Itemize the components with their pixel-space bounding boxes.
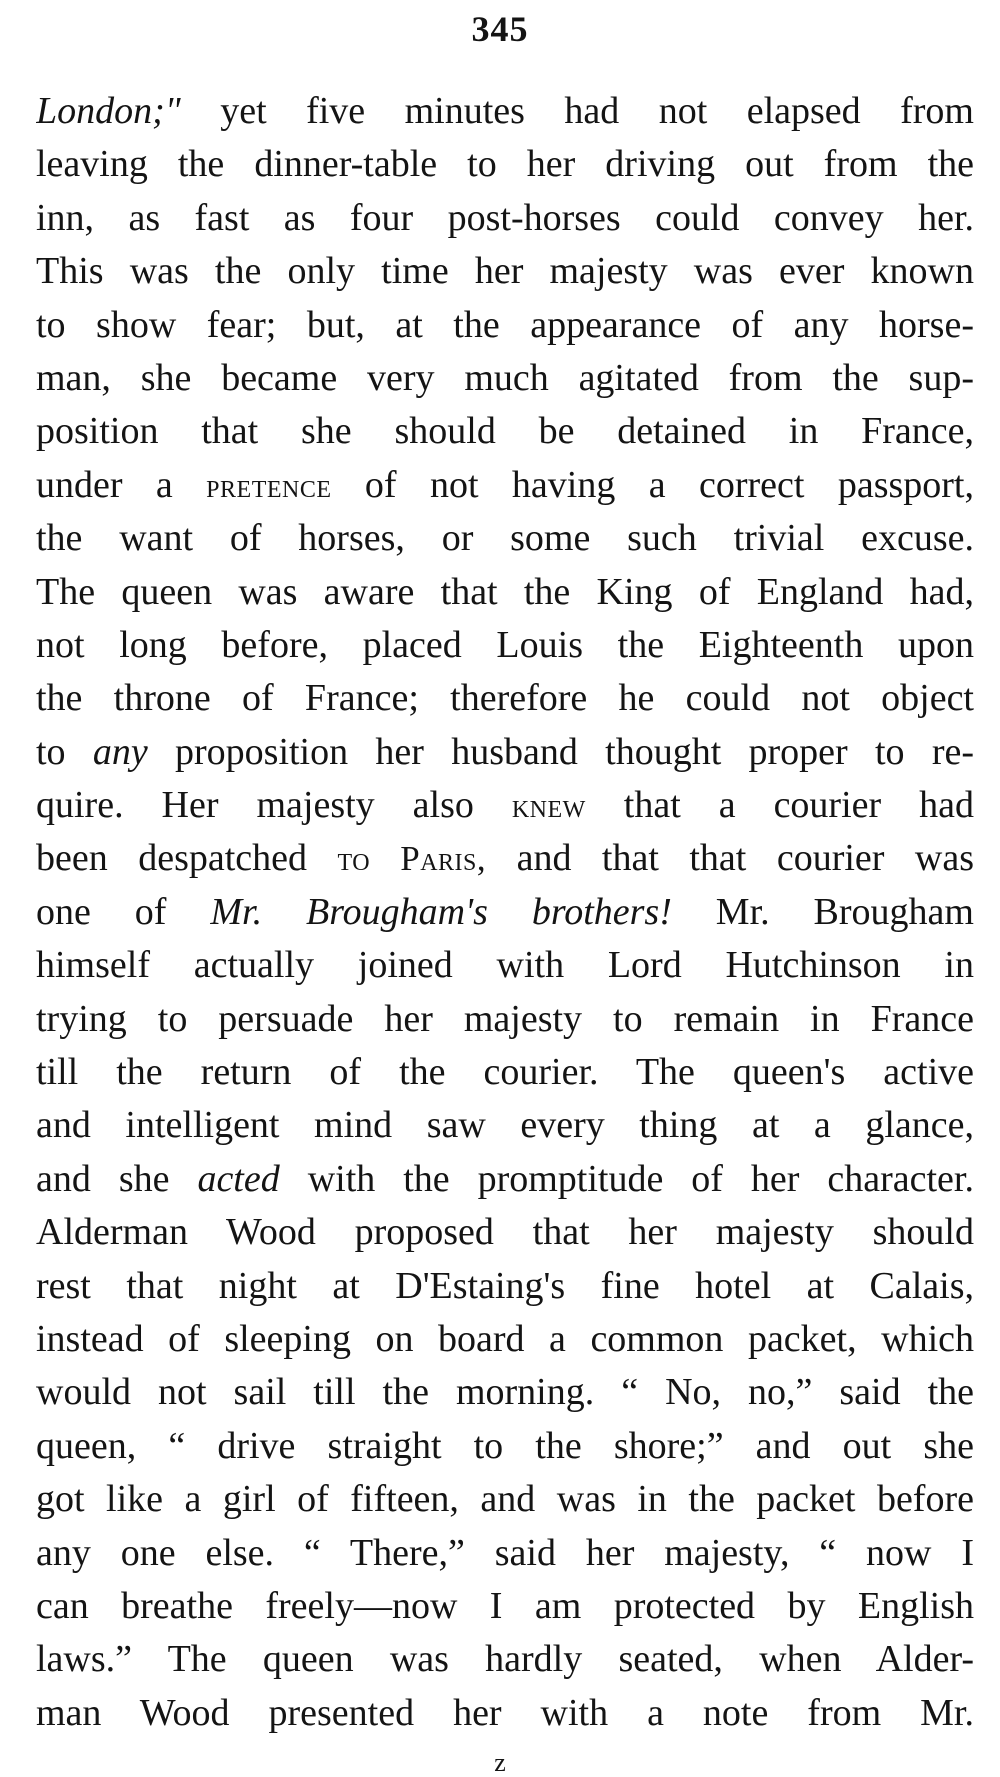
text-segment: The queen was aware that the King of England had,	[36, 570, 974, 613]
text-segment: one of	[36, 890, 211, 933]
text-line	[36, 1260, 974, 1313]
text-line	[36, 886, 974, 939]
text-line	[36, 1046, 974, 1099]
text-line	[36, 405, 974, 458]
text-segment: leaving the dinner-table to her driving out from the	[36, 143, 974, 186]
text-line	[36, 1633, 974, 1686]
text-segment: rest that night at D'Estaing's fine hotel at Calais,	[36, 1264, 974, 1307]
text-segment: yet five minutes had not elapsed from	[180, 90, 974, 132]
text-segment: and intelligent mind saw every thing at a glance,	[36, 1104, 974, 1147]
text-line	[36, 672, 974, 725]
text-segment: himself actually joined with Lord Hutchinson in	[36, 944, 974, 987]
text-segment: would not sail till the morning. “ No, no,” said the	[36, 1371, 974, 1414]
text-segment: queen, “ drive straight to the shore;” and out she	[36, 1424, 974, 1467]
text-line	[36, 1313, 974, 1366]
body-text	[36, 85, 974, 1740]
text-segment: that a courier had	[585, 784, 974, 827]
text-line	[36, 138, 974, 191]
text-line	[36, 566, 974, 619]
text-line	[36, 832, 974, 885]
text-segment: under a	[36, 463, 207, 506]
page-number: 345	[471, 9, 529, 49]
text-line	[36, 1366, 974, 1419]
text-line	[36, 512, 974, 565]
text-segment: trying to persuade her majesty to remain in France	[36, 997, 974, 1040]
text-line	[36, 1527, 974, 1580]
text-segment: with the promptitude of her character.	[279, 1157, 974, 1200]
text-line	[36, 192, 974, 245]
text-line	[36, 779, 974, 832]
text-segment: not long before, placed Louis the Eighteenth upon	[36, 623, 974, 666]
text-segment: the throne of France; therefore he could not object	[36, 677, 974, 720]
italic-text: London;"	[36, 90, 181, 132]
italic-text: Mr. Brougham's brothers!	[210, 890, 672, 933]
text-segment: man, she became very much agitated from the sup-	[36, 356, 974, 399]
text-segment: and she	[36, 1157, 198, 1200]
text-segment: man Wood presented her with a note from Mr.	[36, 1691, 974, 1734]
text-line	[36, 299, 974, 352]
text-line	[36, 1099, 974, 1152]
text-segment: till the return of the courier. The queen's active	[36, 1051, 974, 1094]
text-segment: the want of horses, or some such trivial excuse.	[36, 517, 974, 560]
text-line	[36, 939, 974, 992]
text-line	[36, 352, 974, 405]
text-segment: got like a girl of fifteen, and was in the packet before	[36, 1478, 974, 1521]
text-line	[36, 993, 974, 1046]
small-caps-text: pretence	[206, 465, 332, 505]
text-segment: quire. Her majesty also	[36, 784, 512, 827]
text-segment: can breathe freely—now I am protected by English	[36, 1584, 974, 1627]
text-line	[36, 726, 974, 779]
text-segment: any one else. “ There,” said her majesty, “ now I	[36, 1531, 974, 1574]
text-line	[36, 1153, 974, 1206]
text-line	[36, 1580, 974, 1633]
text-segment: position that she should be detained in France,	[36, 410, 974, 453]
text-segment: and that that courier was	[486, 837, 974, 880]
text-segment: This was the only time her majesty was ever known	[36, 250, 974, 293]
text-segment: been despatched	[36, 837, 338, 880]
text-segment: proposition her husband thought proper to re-	[147, 730, 974, 773]
text-line	[36, 1473, 974, 1526]
small-caps-text: to Paris,	[337, 839, 487, 879]
text-segment: Mr. Brougham	[671, 890, 974, 933]
text-segment: to	[36, 730, 93, 773]
signature-mark: z	[494, 1748, 506, 1777]
text-line	[36, 619, 974, 672]
text-line	[36, 1206, 974, 1259]
text-line	[36, 459, 974, 512]
text-segment: Alderman Wood proposed that her majesty should	[36, 1211, 974, 1254]
text-segment: to show fear; but, at the appearance of any horse-	[36, 303, 974, 346]
italic-text: acted	[197, 1157, 280, 1200]
text-segment: instead of sleeping on board a common packet, which	[36, 1317, 974, 1360]
italic-text: any	[92, 730, 148, 773]
small-caps-text: knew	[511, 786, 586, 826]
text-line	[36, 1420, 974, 1473]
text-segment: of not having a correct passport,	[331, 463, 974, 506]
text-line	[36, 245, 974, 298]
text-segment: laws.” The queen was hardly seated, when Alder-	[36, 1638, 974, 1681]
text-segment: inn, as fast as four post-horses could convey her.	[36, 196, 974, 239]
text-line	[36, 1687, 974, 1740]
text-line	[36, 85, 974, 138]
